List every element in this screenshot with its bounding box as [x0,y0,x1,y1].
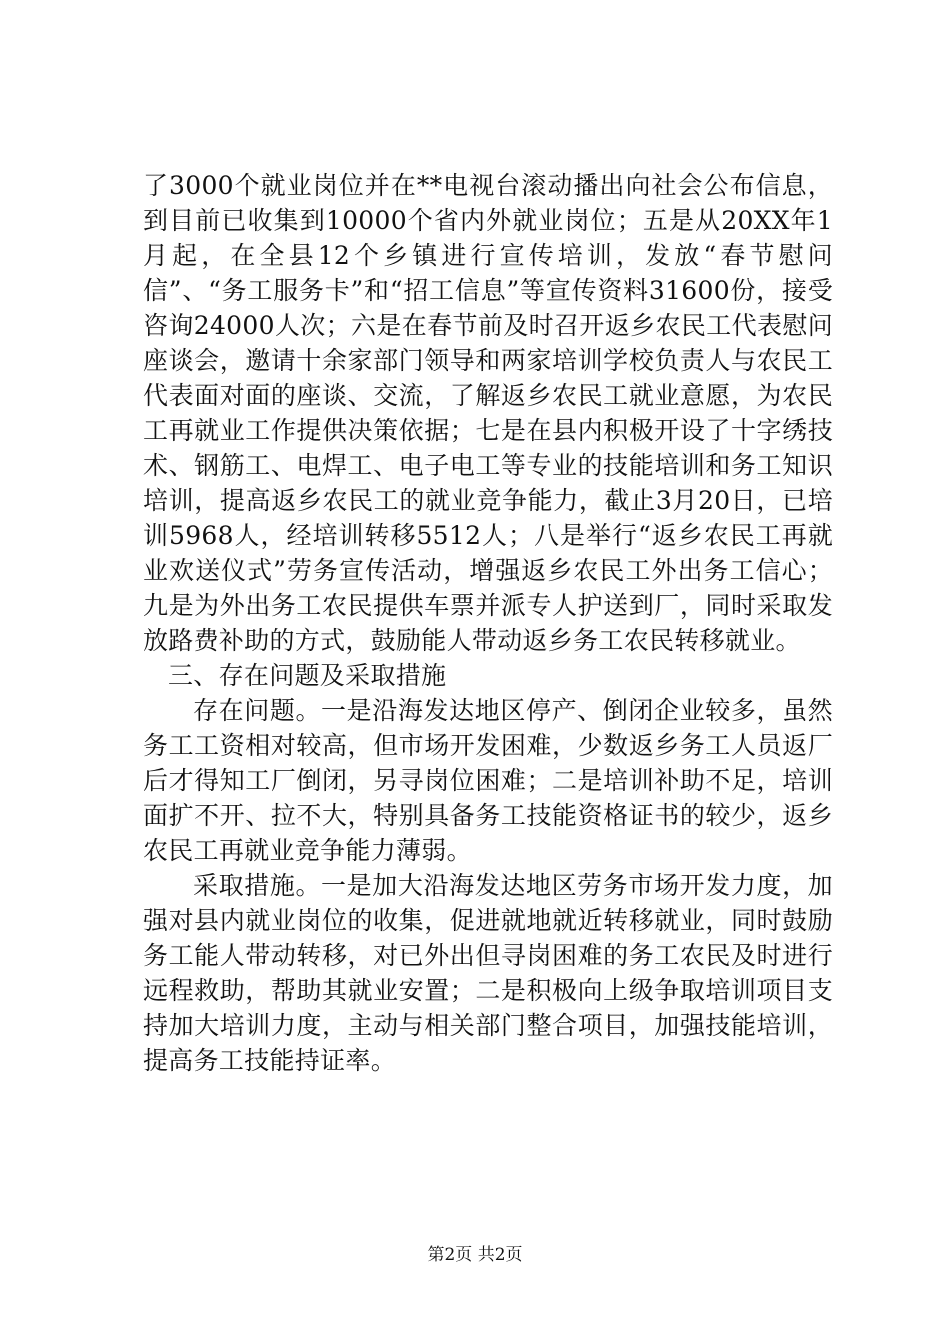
paragraph-measures: 采取措施。一是加大沿海发达地区劳务市场开发力度，加强对县内就业岗位的收集，促进就地就近转移就业，同时鼓励务工能人带动转移，对已外出但寻岗困难的务工农民及时进行远程救助，帮助其就业安置；二是积极向上级争取培训项目支持加大培训力度，主动与相关部门整合项目，加强技能培训，提高务工技能持证率。 [143,871,833,1075]
section-heading: 三、存在问题及采取措施 [168,661,447,690]
document-body [143,168,833,1078]
paragraph-continuation: 了3000个就业岗位并在**电视台滚动播出向社会公布信息，到目前已收集到10000个省内外就业岗位；五是从20XX年1月起，在全县12个乡镇进行宣传培训，发放“春节慰问信”、“务工服务卡”和“招工信息”等宣传资料31600份，接受咨询24000人次；六是在春节前及时召开返乡农民工代表慰问座谈会，邀请十余家部门领导和两家培训学校负责人与农民工代表面对面的座谈、交流，了解返乡农民工就业意愿，为农民工再就业工作提供决策依据；七是在县内积极开设了十字绣技术、钢筋工、电焊工、电子电工等专业的技能培训和务工知识培训，提高返乡农民工的就业竞争能力，截止3月20日，已培训5968人，经培训转移5512人；八是举行“返乡农民工再就业欢送仪式”劳务宣传活动，增强返乡农民工外出务工信心；九是为外出务工农民提供车票并派专人护送到厂，同时采取发放路费补助的方式，鼓励能人带动返乡务工农民转移就业。 [143,171,833,655]
page-footer: 第2页 共2页 [427,1245,523,1265]
paragraph-problems: 存在问题。一是沿海发达地区停产、倒闭企业较多，虽然务工工资相对较高，但市场开发困难，少数返乡务工人员返厂后才得知工厂倒闭，另寻岗位困难；二是培训补助不足，培训面扩不开、拉不大，特别具备务工技能资格证书的较少，返乡农民工再就业竞争能力薄弱。 [143,696,833,865]
